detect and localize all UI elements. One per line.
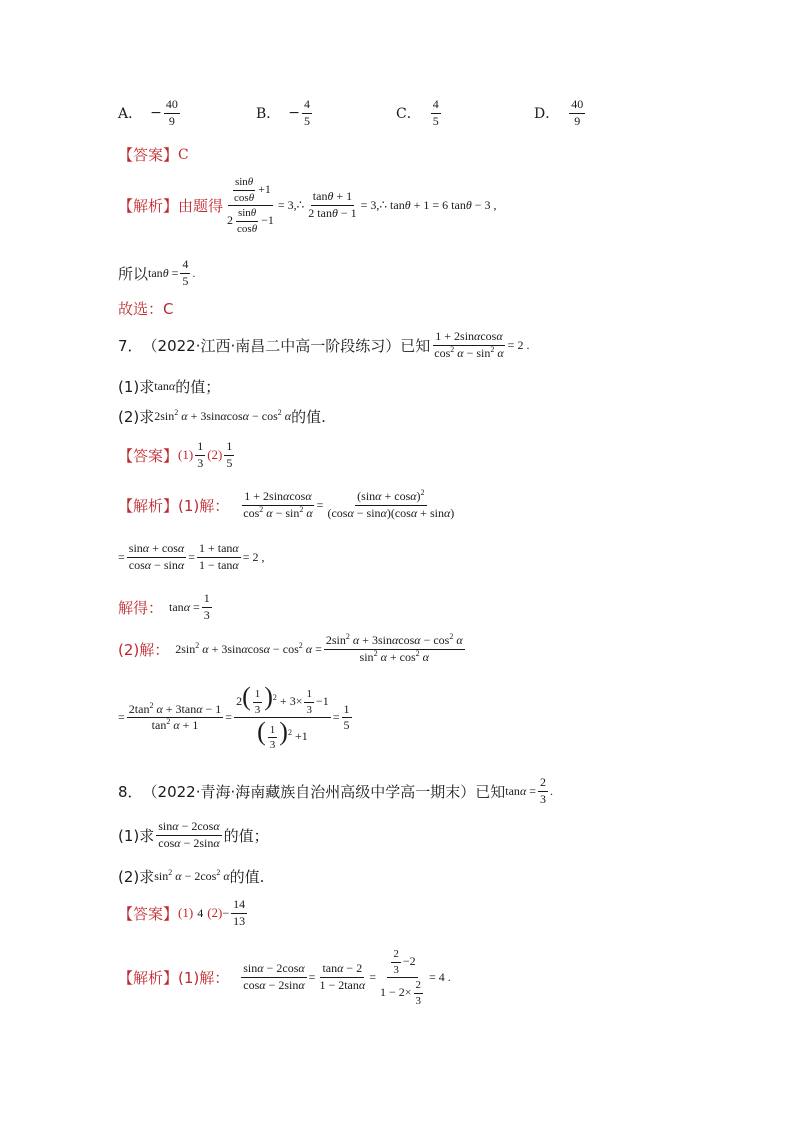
q8-part2: (2)求 $\sin^2 \alpha - 2\cos^2$ α 的值. [118, 868, 265, 886]
solution-label: (2)解： [118, 640, 170, 659]
answer-den: 13 [233, 913, 246, 928]
option-den: 5 [432, 113, 439, 128]
option-a [118, 98, 182, 129]
part-tail: 的值. [291, 408, 326, 426]
answer-sign: − [222, 905, 230, 920]
q7-analysis-4: = $\frac{2\tan^2 \alpha + 3\tan\alpha - 1}{\tan^2 \alpha + 1}$ = 2( $\frac{1}{3}$ )$^2$ + 3× $\frac{1}{3}$ −1 ( $\frac{1}{3}$ )$^2$ +1 = $\frac{1}{5}$ [118, 682, 350, 752]
analysis-tag: 【解析】 [118, 969, 179, 988]
option-d [534, 98, 587, 129]
option-den: 9 [574, 113, 581, 128]
q7-stem: 7． （2022·江西·南昌二中高一阶段练习）已知 $\frac{1 + 2\sin\alpha\cos\alpha}{\cos^2 \alpha - \sin^2 \alpha}$ = 2 . [118, 329, 530, 360]
answer-num: 14 [231, 898, 247, 914]
option-b [256, 98, 314, 129]
part-label: (1)求 [118, 378, 155, 396]
solved-label: 解得： [118, 598, 164, 617]
conclusion-prefix: 所以 [118, 264, 149, 283]
q8-part1: (1)求 $\frac{\sin\alpha - 2\cos\alpha}{\cos\alpha - 2\sin\alpha}$ 的值； [118, 819, 269, 850]
q8-analysis-1: 【解析】 (1)解： $\frac{\sin\alpha - 2\cos\alpha}{\cos\alpha - 2\sin\alpha}$ = $\frac{\tan\alpha - 2}{1 - 2\tan\alpha}$ = $\frac{2}{3}$ −2 1 − 2× $\frac{2}{3}$ = 4 . [118, 948, 451, 1007]
option-den: 9 [168, 113, 175, 128]
part-tail: 的值； [223, 826, 269, 845]
analysis-intro: 由题得 [178, 197, 224, 216]
q7-solved: 解得： tanα = $\frac{1}{3}$ [118, 591, 210, 622]
q6-answer [118, 144, 189, 165]
part-label: (1)求 [118, 826, 155, 845]
question-number: 8． [118, 782, 143, 801]
answer-num: 1 [195, 440, 205, 456]
formula-ratio: $\frac{\sin\theta}{\cos\theta}$ +1 2 $\frac{\sin\theta}{\cos\theta}$ −1 [227, 176, 274, 235]
answer-den: 3 [197, 455, 204, 470]
q8-stem: 8． （2022·青海·海南藏族自治州高级中学高一期末）已知 tanα = $\frac{2}{3}$ . [118, 775, 554, 806]
part-tail: 的值. [229, 868, 265, 886]
answer-den: 5 [226, 455, 233, 470]
option-c [396, 98, 443, 129]
q7-analysis-3: (2)解： $2\sin^2$ $\alpha + 3\sin\alpha\cos\alpha - \cos^2 \alpha$ = $\frac{2\sin^2 \alpha + 3\sin\alpha\cos\alpha - \cos^2 \alpha}{\sin^2 \alpha + \cos^2 \alpha}$ [118, 632, 463, 664]
option-letter: A． [118, 106, 143, 123]
question-source: （2022·青海·海南藏族自治州高级中学高一期末）已知 [142, 782, 506, 801]
option-sign: − [288, 105, 301, 122]
answer-value: C [178, 146, 189, 163]
q6-analysis: 【解析】 由题得 $\frac{\sin\theta}{\cos\theta}$ +1 2 $\frac{\sin\theta}{\cos\theta}$ −1 = 3,∴ $\frac{\tan\theta + 1}{2 \tan\theta - 1}$ = 3,∴ tanθ + 1 = 6 tanθ − 3 , [118, 176, 497, 235]
q7-answer [118, 440, 236, 471]
answer-tag: 【答案】 [118, 904, 179, 923]
answer-value: 4 [197, 905, 204, 920]
q7-part2: (2)求 $2\sin^2$ $\alpha + 3\sin\alpha\cos\alpha - \cos^2 \alpha$ 的值. [118, 408, 326, 426]
q7-analysis-2: = $\frac{\sin\alpha + \cos\alpha}{\cos\alpha - \sin\alpha}$ = $\frac{1 + \tan\alpha}{1 - \tan\alpha}$ = 2 , [118, 541, 265, 572]
option-sign: − [150, 105, 162, 122]
q6-choice [118, 298, 173, 319]
question-source: （2022·江西·南昌二中高一阶段练习）已知 [142, 336, 431, 355]
question-number: 7． [118, 336, 143, 355]
option-num: 4 [302, 98, 312, 114]
answer-num: 1 [224, 440, 234, 456]
q6-conclusion: 所以 tanθ = $\frac{4}{5}$ . [118, 257, 196, 288]
answer-tag: 【答案】 [118, 146, 179, 164]
answer-label: (1) [178, 447, 194, 463]
option-letter: C． [396, 106, 421, 123]
answer-label: (2) [207, 447, 223, 463]
option-letter: D． [534, 106, 560, 123]
q7-part1: (1)求 tanα 的值； [118, 378, 221, 396]
part-label: (2)求 [118, 408, 155, 426]
option-num: 40 [569, 98, 585, 114]
analysis-tag: 【解析】 [118, 197, 179, 216]
choice-text: 故选：C [118, 300, 174, 318]
analysis-tag: 【解析】 [118, 496, 179, 515]
part-label: (2)求 [118, 868, 155, 886]
answer-label: (1) [178, 905, 194, 921]
answer-tag: 【答案】 [118, 446, 179, 465]
part-tail: 的值； [175, 378, 221, 396]
solution-label: (1)解： [178, 496, 230, 515]
answer-label: (2) [207, 905, 223, 921]
solution-label: (1)解： [178, 969, 230, 988]
q8-answer [118, 898, 249, 929]
option-letter: B． [256, 106, 281, 123]
option-num: 40 [164, 98, 180, 114]
q7-analysis-1: 【解析】 (1)解： $\frac{1 + 2\sin\alpha\cos\alpha}{\cos^2 \alpha - \sin^2 \alpha}$ = $\frac{(\sin\alpha + \cos\alpha)^2}{(\cos\alpha - \sin\alpha)(\cos\alpha + \sin\alpha)}$ [118, 488, 455, 520]
option-num: 4 [431, 98, 441, 114]
option-den: 5 [304, 113, 311, 128]
